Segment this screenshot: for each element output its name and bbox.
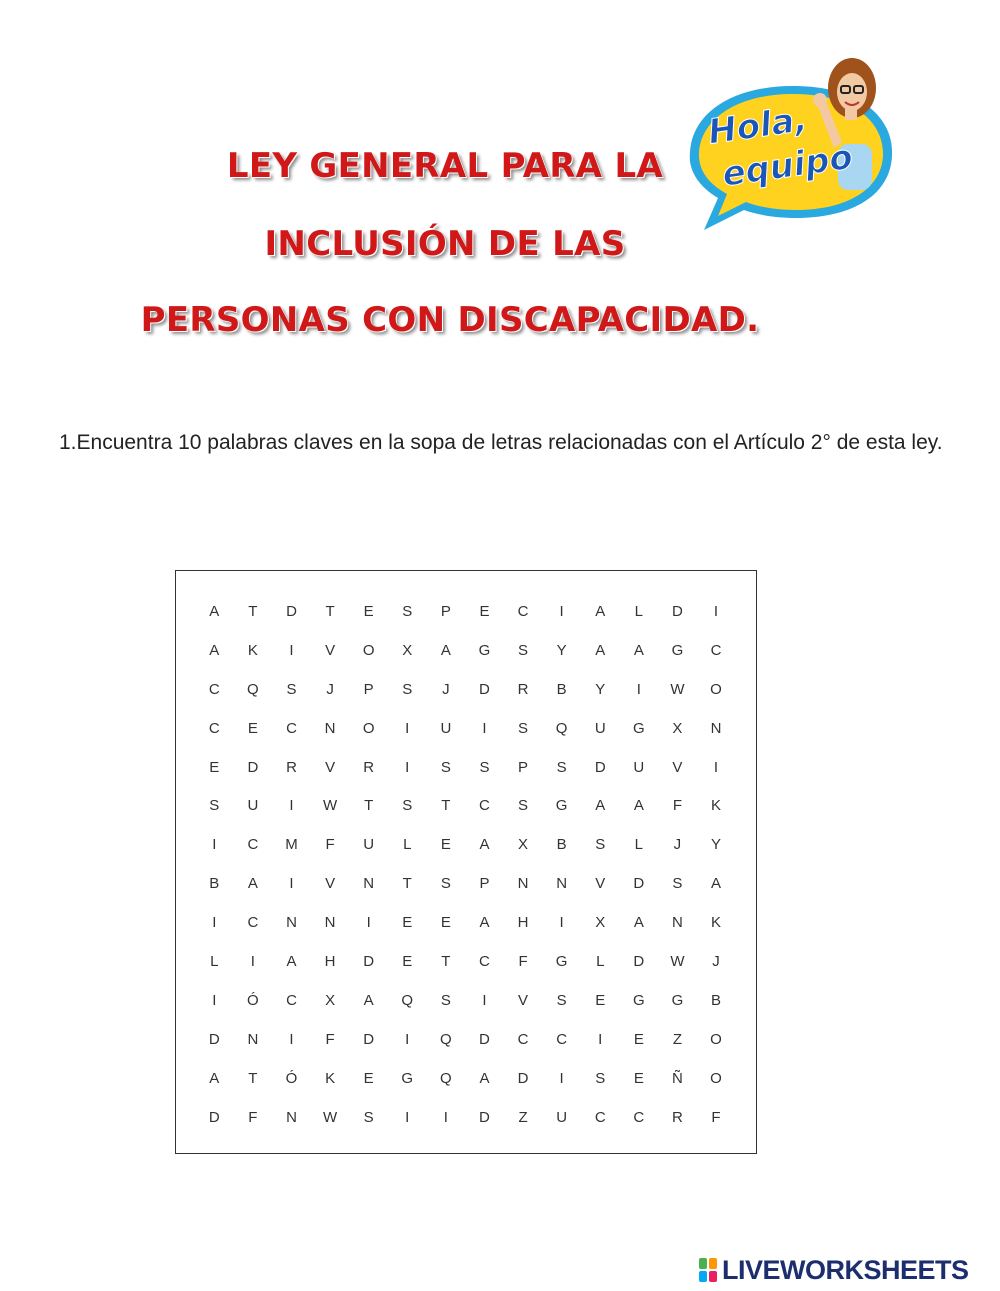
grid-cell[interactable]: W: [670, 680, 685, 698]
grid-cell[interactable]: G: [555, 953, 568, 971]
grid-cell[interactable]: I: [443, 1108, 448, 1126]
grid-cell[interactable]: V: [672, 758, 683, 776]
logo-square: [699, 1258, 707, 1269]
grid-cell[interactable]: I: [212, 836, 217, 854]
grid-cell[interactable]: E: [402, 953, 413, 971]
grid-cell[interactable]: I: [289, 1030, 294, 1048]
grid-cell[interactable]: I: [212, 991, 217, 1009]
grid-cell[interactable]: R: [363, 758, 375, 776]
grid-cell[interactable]: E: [479, 603, 490, 620]
grid-cell[interactable]: D: [479, 1030, 490, 1048]
grid-cell[interactable]: E: [363, 603, 374, 620]
word-search-box: [175, 570, 757, 1154]
grid-cell[interactable]: H: [324, 953, 336, 971]
logo-text: LIVEWORKSHEETS: [722, 1254, 969, 1285]
grid-cell[interactable]: V: [325, 641, 336, 659]
grid-cell[interactable]: I: [713, 603, 719, 620]
grid-cell[interactable]: N: [247, 1030, 259, 1048]
grid-cell[interactable]: Ó: [285, 1069, 298, 1087]
grid-cell[interactable]: P: [518, 758, 529, 776]
grid-cell[interactable]: S: [440, 758, 451, 776]
greeting-bubble: [686, 48, 900, 234]
grid-cell[interactable]: O: [362, 641, 375, 659]
grid-cell[interactable]: C: [556, 1030, 568, 1048]
grid-cell[interactable]: U: [247, 797, 259, 815]
grid-cell[interactable]: C: [247, 914, 259, 932]
grid-cell[interactable]: O: [710, 1030, 722, 1048]
grid-cell[interactable]: I: [212, 914, 217, 932]
grid-cell[interactable]: L: [596, 953, 605, 971]
grid-cell[interactable]: U: [363, 836, 375, 854]
grid-cell[interactable]: I: [559, 914, 564, 932]
grid-cell[interactable]: B: [556, 680, 567, 698]
logo-square: [709, 1258, 717, 1269]
grid-cell[interactable]: A: [479, 1069, 490, 1087]
grid-cell[interactable]: G: [555, 797, 568, 815]
grid-cell[interactable]: D: [247, 758, 259, 776]
liveworksheets-logo: [698, 1255, 969, 1285]
grid-cell[interactable]: S: [402, 603, 413, 620]
grid-cell[interactable]: S: [402, 797, 413, 815]
grid-cell[interactable]: U: [440, 719, 452, 737]
grid-cell[interactable]: G: [401, 1069, 414, 1087]
grid-cell[interactable]: A: [247, 875, 258, 893]
grid-cell[interactable]: N: [556, 875, 568, 893]
grid-cell[interactable]: C: [208, 719, 220, 737]
grid-cell[interactable]: O: [710, 680, 722, 698]
grid-cell[interactable]: I: [482, 719, 487, 737]
grid-cell[interactable]: N: [517, 875, 529, 893]
grid-cell[interactable]: T: [248, 603, 258, 620]
grid-cell[interactable]: K: [325, 1069, 336, 1087]
grid-cell[interactable]: J: [712, 953, 720, 971]
grid-cell[interactable]: J: [326, 680, 334, 698]
grid-cell[interactable]: L: [634, 603, 643, 620]
grid-cell[interactable]: D: [633, 953, 645, 971]
grid-cell[interactable]: Y: [711, 836, 722, 854]
grid-cell[interactable]: D: [517, 1069, 529, 1087]
grid-cell[interactable]: A: [595, 797, 606, 815]
grid-cell[interactable]: T: [441, 953, 451, 971]
grid-cell[interactable]: I: [289, 875, 294, 893]
grid-cell[interactable]: B: [711, 991, 722, 1009]
grid-cell[interactable]: S: [402, 680, 413, 698]
grid-cell[interactable]: N: [324, 719, 336, 737]
grid-cell[interactable]: A: [711, 875, 722, 893]
grid-cell[interactable]: C: [594, 1108, 606, 1126]
grid-cell[interactable]: D: [286, 603, 297, 620]
grid-cell[interactable]: W: [322, 1108, 338, 1126]
grid-cell[interactable]: S: [556, 758, 567, 776]
grid-cell[interactable]: E: [633, 1030, 644, 1048]
grid-cell[interactable]: F: [518, 953, 528, 971]
grid-cell[interactable]: E: [402, 914, 413, 932]
grid-cell[interactable]: S: [672, 875, 683, 893]
grid-cell[interactable]: W: [670, 953, 685, 971]
grid-cell[interactable]: J: [442, 680, 450, 698]
grid-cell[interactable]: D: [594, 758, 606, 776]
grid-cell[interactable]: C: [710, 641, 722, 659]
grid-cell[interactable]: T: [325, 603, 335, 620]
grid-cell[interactable]: S: [479, 758, 490, 776]
grid-cell[interactable]: G: [671, 641, 684, 659]
grid-cell[interactable]: T: [364, 797, 374, 815]
grid-cell[interactable]: F: [672, 797, 682, 815]
grid-cell[interactable]: Y: [595, 680, 606, 698]
grid-cell[interactable]: A: [595, 603, 606, 620]
grid-cell[interactable]: A: [633, 797, 644, 815]
grid-cell[interactable]: D: [363, 1030, 375, 1048]
grid-cell[interactable]: S: [518, 719, 529, 737]
grid-cell[interactable]: P: [440, 603, 451, 620]
grid-cell[interactable]: Ó: [247, 991, 259, 1009]
grid-cell[interactable]: Q: [440, 1069, 452, 1087]
grid-cell[interactable]: S: [518, 797, 529, 815]
grid-cell[interactable]: V: [325, 875, 336, 893]
grid-cell[interactable]: G: [671, 991, 684, 1009]
grid-cell[interactable]: Q: [247, 680, 259, 698]
grid-cell[interactable]: O: [362, 719, 375, 737]
grid-cell[interactable]: N: [286, 1108, 297, 1126]
grid-cell[interactable]: T: [402, 875, 412, 893]
grid-cell[interactable]: C: [247, 836, 259, 854]
grid-cell[interactable]: Z: [518, 1108, 528, 1126]
grid-cell[interactable]: J: [673, 836, 682, 854]
instruction-text: 1.Encuentra 10 palabras claves en la sopa de letras relacionadas con el Artículo 2° de esta ley.: [59, 431, 943, 454]
grid-cell[interactable]: D: [208, 1108, 220, 1126]
grid-cell[interactable]: C: [517, 1030, 529, 1048]
grid-cell[interactable]: I: [636, 680, 641, 698]
grid-cell[interactable]: S: [440, 875, 451, 893]
grid-cell[interactable]: N: [286, 914, 297, 932]
grid-cell[interactable]: I: [559, 603, 564, 620]
grid-cell[interactable]: C: [208, 680, 220, 698]
grid-cell[interactable]: D: [208, 1030, 220, 1048]
grid-cell[interactable]: Q: [401, 991, 414, 1009]
word-search-grid: [195, 593, 735, 1137]
grid-cell[interactable]: N: [363, 875, 375, 893]
grid-cell[interactable]: I: [366, 914, 371, 932]
grid-cell[interactable]: A: [209, 1069, 220, 1087]
grid-cell[interactable]: A: [209, 603, 220, 620]
grid-cell[interactable]: A: [363, 991, 374, 1009]
grid-cell[interactable]: F: [325, 1030, 335, 1048]
grid-cell[interactable]: F: [325, 836, 335, 854]
grid-cell[interactable]: X: [595, 914, 606, 932]
grid-cell[interactable]: X: [325, 991, 336, 1009]
grid-cell[interactable]: F: [248, 1108, 258, 1126]
grid-cell[interactable]: S: [518, 641, 529, 659]
grid-cell[interactable]: C: [479, 797, 490, 815]
grid-cell[interactable]: U: [594, 719, 606, 737]
grid-cell[interactable]: I: [598, 1030, 603, 1048]
grid-cell[interactable]: R: [517, 680, 529, 698]
grid-cell[interactable]: D: [633, 875, 645, 893]
grid-cell[interactable]: E: [633, 1069, 644, 1087]
grid-cell[interactable]: S: [363, 1108, 374, 1126]
grid-cell[interactable]: A: [479, 914, 490, 932]
grid-cell[interactable]: A: [209, 641, 220, 659]
grid-cell[interactable]: U: [556, 1108, 568, 1126]
grid-cell[interactable]: V: [325, 758, 336, 776]
grid-cell[interactable]: K: [711, 914, 722, 932]
grid-cell[interactable]: V: [518, 991, 529, 1009]
grid-cell[interactable]: X: [672, 719, 683, 737]
grid-cell[interactable]: V: [595, 875, 606, 893]
grid-cell[interactable]: H: [517, 914, 529, 932]
grid-cell[interactable]: I: [250, 953, 255, 971]
grid-cell[interactable]: I: [405, 1108, 410, 1126]
grid-cell[interactable]: I: [482, 991, 487, 1009]
grid-cell[interactable]: N: [710, 719, 722, 737]
greeting-text-hola: Hola,: [705, 99, 810, 153]
grid-cell[interactable]: C: [479, 953, 490, 971]
grid-cell[interactable]: S: [286, 680, 297, 698]
grid-cell[interactable]: D: [479, 1108, 490, 1126]
grid-cell[interactable]: C: [633, 1108, 645, 1126]
grid-cell[interactable]: I: [713, 758, 719, 776]
grid-cell[interactable]: G: [632, 719, 645, 737]
grid-cell[interactable]: E: [363, 1069, 374, 1087]
grid-cell[interactable]: D: [479, 680, 490, 698]
liveworksheets-logo-icon: [698, 1257, 718, 1283]
grid-cell[interactable]: R: [672, 1108, 683, 1126]
grid-cell[interactable]: P: [363, 680, 374, 698]
grid-cell[interactable]: A: [440, 641, 451, 659]
grid-cell[interactable]: P: [479, 875, 490, 893]
grid-cell[interactable]: A: [286, 953, 297, 971]
logo-square: [709, 1271, 717, 1282]
grid-cell[interactable]: L: [210, 953, 219, 971]
grid-cell[interactable]: K: [711, 797, 722, 815]
greeting-text-equipo: equipo: [719, 137, 856, 195]
grid-cell[interactable]: E: [247, 719, 258, 737]
title-line-2: INCLUSIÓN DE LAS: [264, 224, 626, 264]
grid-cell[interactable]: S: [556, 991, 567, 1009]
grid-cell[interactable]: I: [405, 758, 410, 776]
grid-cell[interactable]: Q: [440, 1030, 452, 1048]
grid-cell[interactable]: Y: [556, 641, 567, 659]
logo-square: [699, 1271, 707, 1282]
title-line-1: LEY GENERAL PARA LA: [226, 146, 664, 186]
grid-cell[interactable]: Z: [672, 1030, 682, 1048]
grid-cell[interactable]: G: [632, 991, 645, 1009]
grid-cell[interactable]: L: [403, 836, 412, 854]
grid-cell[interactable]: T: [248, 1069, 258, 1087]
grid-cell[interactable]: E: [440, 836, 451, 854]
grid-cell[interactable]: D: [672, 603, 683, 620]
grid-cell[interactable]: Ñ: [672, 1069, 683, 1087]
grid-cell[interactable]: A: [633, 641, 644, 659]
grid-cell[interactable]: I: [289, 641, 294, 659]
grid-cell[interactable]: E: [209, 758, 220, 776]
grid-cell[interactable]: T: [441, 797, 451, 815]
grid-cell[interactable]: X: [402, 641, 413, 659]
grid-cell[interactable]: A: [633, 914, 644, 932]
grid-cell[interactable]: N: [324, 914, 336, 932]
grid-cell[interactable]: I: [559, 1069, 564, 1087]
grid-cell[interactable]: M: [285, 836, 298, 854]
grid-cell[interactable]: C: [286, 991, 297, 1009]
grid-cell[interactable]: I: [405, 1030, 410, 1048]
grid-cell[interactable]: Q: [555, 719, 568, 737]
grid-cell[interactable]: C: [286, 719, 297, 737]
grid-cell[interactable]: F: [711, 1108, 721, 1126]
grid-cell[interactable]: A: [479, 836, 490, 854]
grid-cell[interactable]: A: [595, 641, 606, 659]
grid-cell[interactable]: S: [595, 1069, 606, 1087]
grid-cell[interactable]: E: [595, 991, 606, 1009]
grid-cell[interactable]: W: [322, 797, 338, 815]
grid-cell[interactable]: S: [209, 797, 220, 815]
grid-cell[interactable]: B: [556, 836, 567, 854]
grid-cell[interactable]: D: [363, 953, 375, 971]
grid-cell[interactable]: L: [634, 836, 643, 854]
title-line-3: PERSONAS CON DISCAPACIDAD.: [140, 300, 760, 340]
grid-cell[interactable]: U: [633, 758, 645, 776]
grid-cell[interactable]: S: [440, 991, 451, 1009]
grid-cell[interactable]: R: [286, 758, 297, 776]
grid-cell[interactable]: C: [517, 603, 529, 620]
grid-cell[interactable]: I: [289, 797, 294, 815]
grid-cell[interactable]: X: [518, 836, 529, 854]
grid-cell[interactable]: O: [710, 1069, 722, 1087]
grid-cell[interactable]: S: [595, 836, 606, 854]
grid-cell[interactable]: N: [672, 914, 683, 932]
grid-cell[interactable]: K: [247, 641, 258, 659]
grid-cell[interactable]: E: [440, 914, 451, 932]
grid-cell[interactable]: I: [405, 719, 410, 737]
grid-cell[interactable]: G: [478, 641, 491, 659]
grid-cell[interactable]: B: [209, 875, 220, 893]
